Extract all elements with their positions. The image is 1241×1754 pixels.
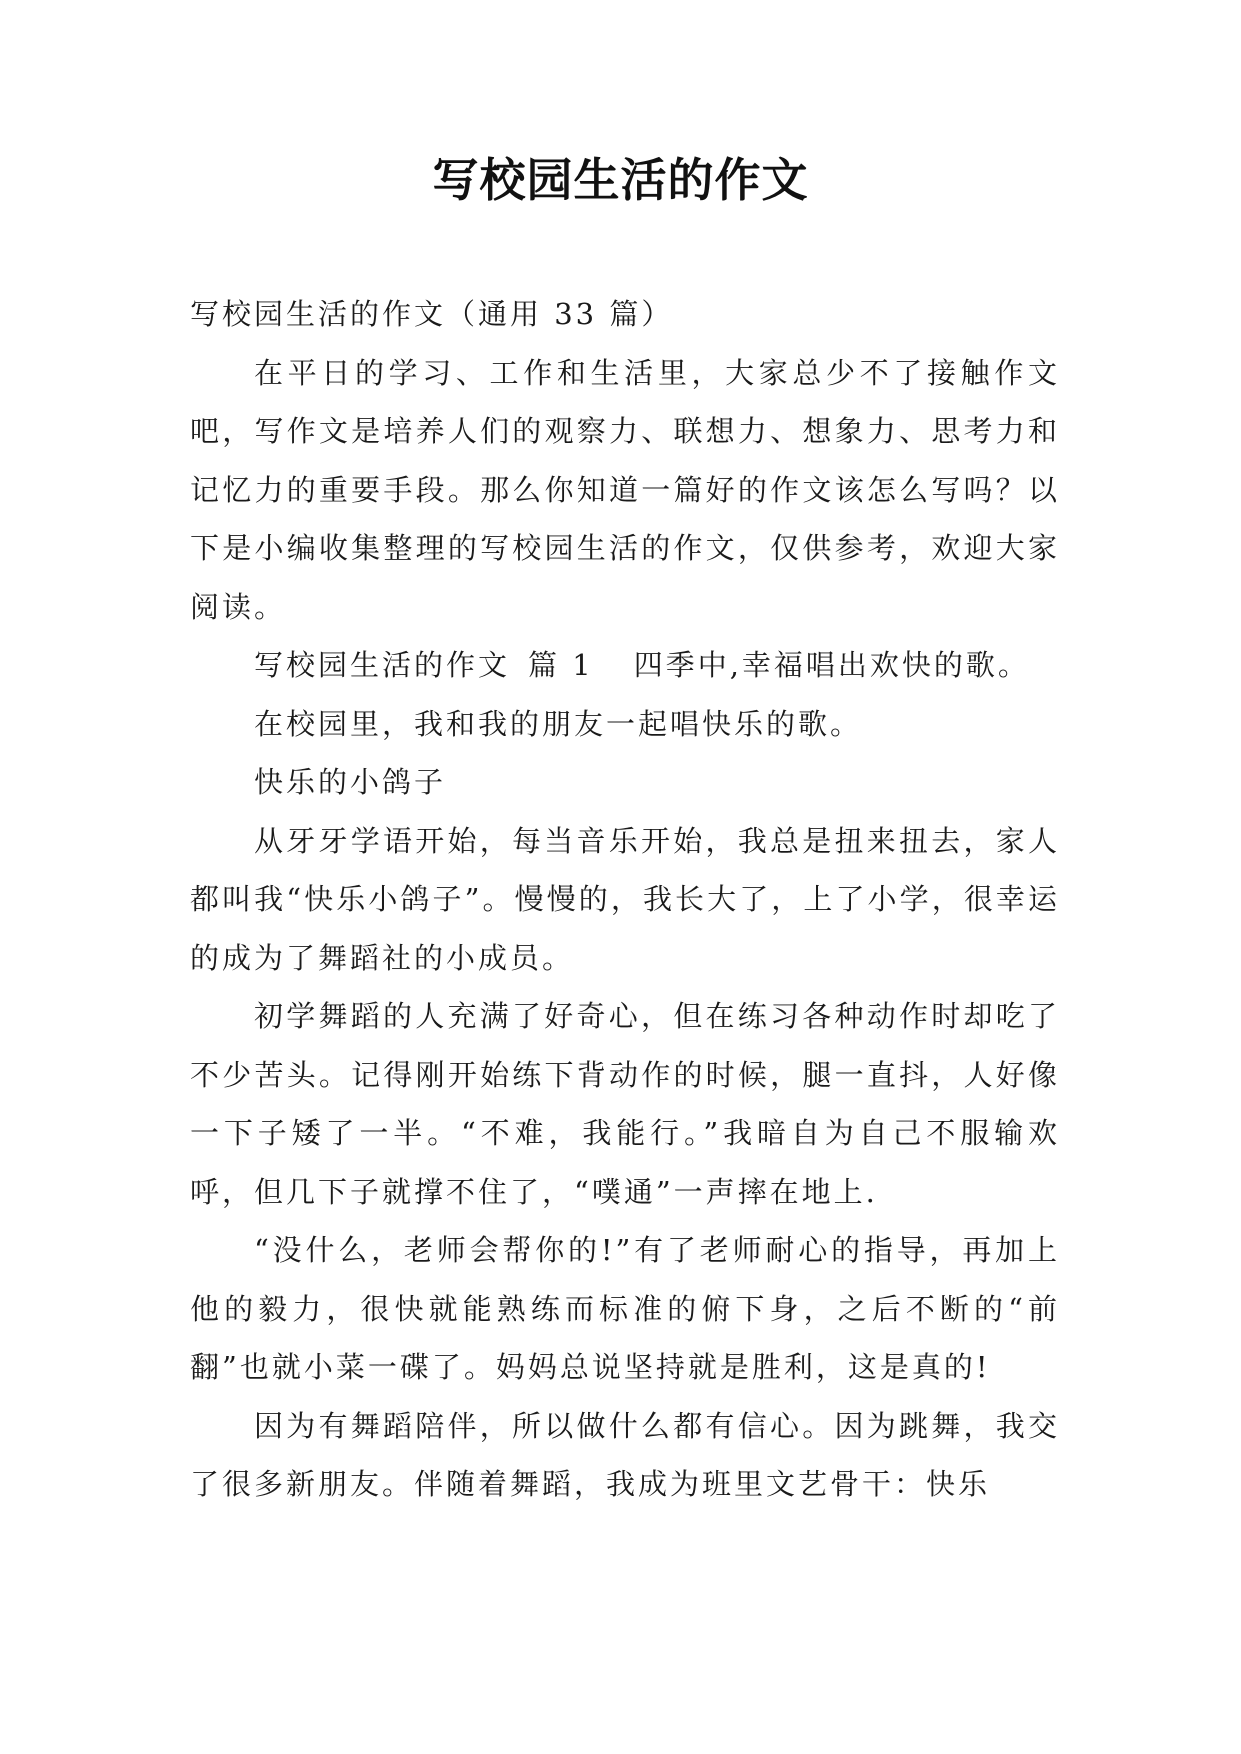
section-lead: 四季中,幸福唱出欢快的歌。: [633, 648, 1030, 682]
subtitle: 写校园生活的作文（通用 33 篇）: [190, 297, 674, 331]
paragraph: “没什么，老师会帮你的!”有了老师耐心的指导，再加上他的毅力，很快就能熟练而标准的俯下身，之后不断的“前翻”也就小菜一碟了。妈妈总说坚持就是胜利，这是真的!: [190, 1233, 1060, 1384]
essay-subheading: 快乐的小鸽子: [254, 765, 447, 799]
section-heading-line: [190, 636, 1060, 695]
document-body: [190, 285, 1060, 1514]
paragraph: 从牙牙学语开始，每当音乐开始，我总是扭来扭去，家人都叫我“快乐小鸽子”。慢慢的，我长大了，上了小学，很幸运的成为了舞蹈社的小成员。: [190, 823, 1060, 975]
section-heading: 写校园生活的作文: [254, 648, 511, 682]
paragraph: 在校园里，我和我的朋友一起唱快乐的歌。: [254, 706, 863, 741]
paragraph: 初学舞蹈的人充满了好奇心，但在练习各种动作时却吃了不少苦头。记得刚开始练下背动作的时候，腿一直抖，人好像一下子矮了一半。“不难，我能行。”我暗自为自己不服输欢呼，但几下子就撑不住了，“噗通”一声摔在地上.: [190, 999, 1060, 1209]
paragraph: 因为有舞蹈陪伴，所以做什么都有信心。因为跳舞，我交了很多新朋友。伴随着舞蹈，我成为班里文艺骨干：快乐: [190, 1408, 1060, 1501]
intro-paragraph: 在平日的学习、工作和生活里，大家总少不了接触作文吧，写作文是培养人们的观察力、联想力、想象力、思考力和记忆力的重要手段。那么你知道一篇好的作文该怎么写吗？以下是小编收集整理的写校园生活的作文，仅供参考，欢迎大家阅读。: [190, 355, 1060, 624]
section-number: 篇 1: [528, 648, 594, 682]
document-title: 写校园生活的作文: [432, 153, 809, 207]
